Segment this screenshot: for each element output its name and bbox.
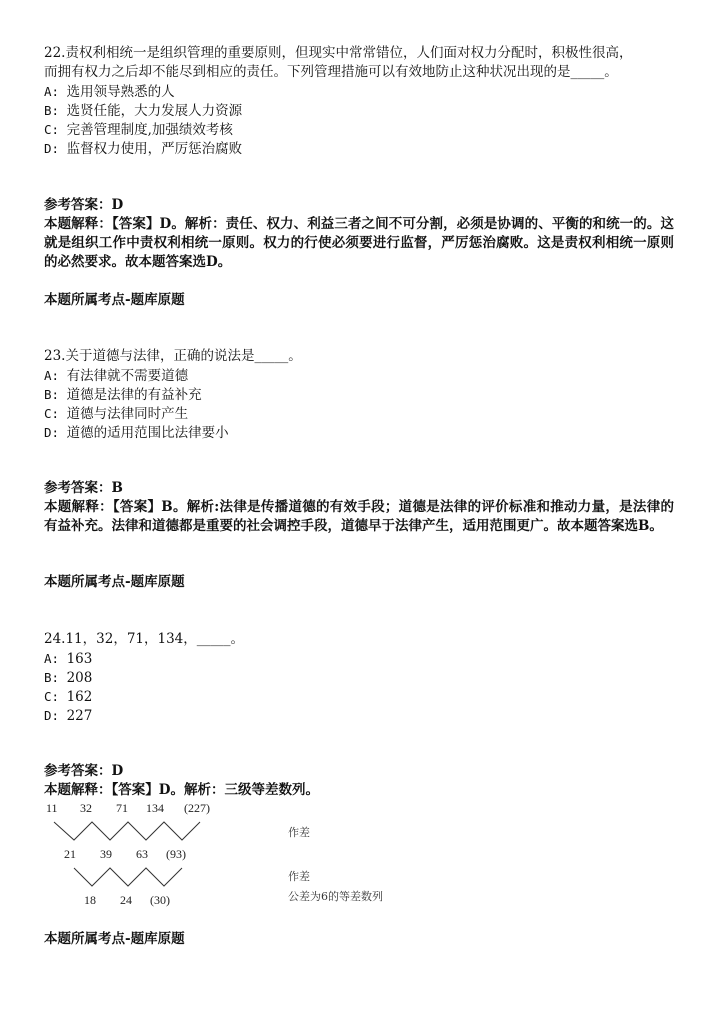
row2-value: 63 [136,847,148,861]
q23-explanation: 本题解释：【答案】B。解析:法律是传播道德的有效手段；道德是法律的评价标准和推动力量，是法律的有益补充。法律和道德都是重要的社会调控手段，道德早于法律产生，适用范围更广。故本题答案选B。 [44,499,674,534]
q24-source: 本题所属考点-题库原题 [44,931,185,947]
row3-value: 18 [84,893,96,907]
row1-value: 71 [116,801,128,815]
q22-option-d: D: 监督权力使用，严厉惩治腐败 [44,141,243,157]
q22-source: 本题所属考点-题库原题 [44,292,185,308]
q24-stem: 24.11，32，71，134，_____。 [44,631,245,647]
row3-value: (30) [150,893,170,907]
zigzag-connector-2 [74,868,182,886]
row1-value: 32 [80,801,92,815]
q23-option-a: A: 有法律就不需要道德 [44,368,189,384]
row1-value: (227) [184,801,210,815]
row3-value: 24 [120,893,132,907]
q23-source: 本题所属考点-题库原题 [44,574,185,590]
note-arithmetic-sequence: 公差为6的等差数列 [288,890,383,903]
q22-stem-line1: 22.责权利相统一是组织管理的重要原则，但现实中常常错位，人们面对权力分配时，积极性很高， [44,45,633,61]
q23-answer: 参考答案：B [44,480,123,496]
q24-answer: 参考答案：D [44,763,124,779]
row2-value: 21 [64,847,76,861]
q24-option-c: C: 162 [44,689,93,705]
q22-answer: 参考答案：D [44,197,124,213]
note-difference-2: 作差 [288,870,310,883]
row2-value: (93) [166,847,186,861]
q22-option-a: A: 选用领导熟悉的人 [44,84,175,100]
zigzag-connector-1 [54,822,200,840]
q24-option-d: D: 227 [44,708,93,724]
row1-value: 134 [146,801,164,815]
row1-value: 11 [46,801,58,815]
q24-option-a: A: 163 [44,651,93,667]
q23-option-c: C: 道德与法律同时产生 [44,406,189,422]
q24-option-b: B: 208 [44,670,93,686]
q23-option-b: B: 道德是法律的有益补充 [44,387,202,403]
difference-diagram [44,798,424,913]
q23-option-d: D: 道德的适用范围比法律要小 [44,425,229,441]
q23-stem: 23.关于道德与法律，正确的说法是_____。 [44,348,302,364]
q22-explanation: 本题解释：【答案】D。解析：责任、权力、利益三者之间不可分割，必须是协调的、平衡的和统一的。这就是组织工作中责权利相统一原则。权力的行使必须要进行监督，严厉惩治腐败。这是责权利相统一原则的必然要求。故本题答案选D。 [44,216,674,270]
q22-option-b: B: 选贤任能，大力发展人力资源 [44,103,243,119]
q22-stem-line2: 而拥有权力之后却不能尽到相应的责任。下列管理措施可以有效地防止这种状况出现的是_____。 [44,64,618,80]
row2-value: 39 [100,847,112,861]
q22-option-c: C: 完善管理制度,加强绩效考核 [44,122,233,138]
note-difference-1: 作差 [288,826,310,839]
q24-explanation: 本题解释：【答案】D。解析：三级等差数列。 [44,782,319,798]
